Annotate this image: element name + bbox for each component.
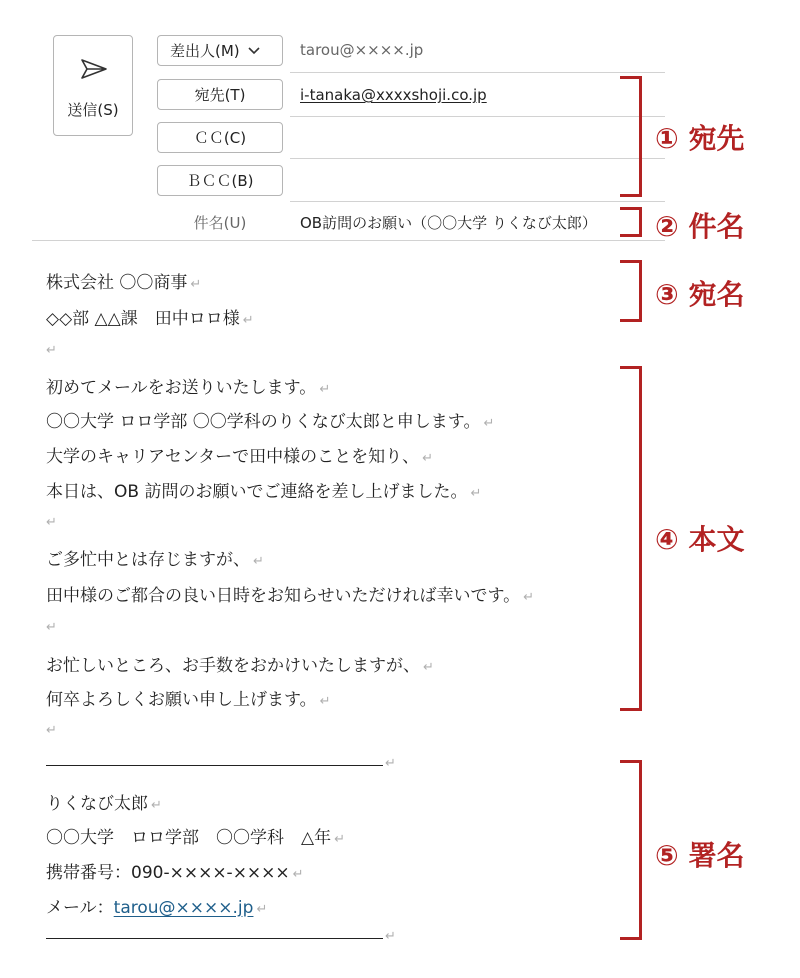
from-button[interactable] [157, 35, 283, 66]
cc-divider [290, 158, 665, 159]
signature-mail-link[interactable]: tarou@××××.jp [113, 898, 254, 918]
bracket-subject [620, 207, 642, 237]
blank-line: ↵ [46, 515, 57, 530]
body-line: 初めてメールをお送りいたします。 ↵ [46, 378, 331, 398]
from-divider [290, 72, 665, 73]
annotation-signature: ⑤ 署名 [655, 839, 745, 872]
chevron-down-icon [248, 47, 260, 55]
send-button[interactable] [53, 35, 133, 136]
blank-line: ↵ [46, 343, 57, 358]
cc-button[interactable] [157, 122, 283, 153]
signature-rule-top [46, 765, 383, 766]
to-field[interactable]: i-tanaka@xxxxshoji.co.jp [300, 86, 487, 104]
cc-button-label: ＣＣ(C) [193, 129, 247, 147]
annotation-addressee: ③ 宛名 [655, 278, 745, 311]
send-button-label: 送信(S) [67, 101, 119, 119]
body-line: 何卒よろしくお願い申し上げます。 ↵ [46, 690, 331, 710]
header-divider [32, 240, 665, 241]
signature-mail: メール：tarou@××××.jp ↵ [46, 898, 268, 918]
subject-label: 件名(U) [193, 214, 247, 232]
blank-line: ↵ [46, 723, 57, 738]
bcc-field[interactable] [300, 165, 660, 196]
to-divider [290, 116, 665, 117]
blank-line: ↵ [46, 620, 57, 635]
addressee-company: 株式会社 〇〇商事 ↵ [46, 273, 202, 293]
return-mark: ↵ [385, 929, 396, 944]
return-mark: ↵ [385, 756, 396, 771]
signature-name: りくなび太郎 ↵ [46, 794, 162, 814]
bcc-button-label: ＢＣＣ(B) [186, 172, 254, 190]
body-line: 本日は、OB 訪問のお願いでご連絡を差し上げました。 ↵ [46, 482, 482, 502]
from-field[interactable]: tarou@××××.jp [300, 41, 424, 59]
bracket-addressee [620, 260, 642, 322]
send-icon [80, 58, 108, 80]
bcc-divider [290, 201, 665, 202]
annotation-body: ④ 本文 [655, 523, 745, 556]
body-line: 田中様のご都合の良い日時をお知らせいただければ幸いです。 ↵ [46, 586, 535, 606]
from-button-label: 差出人(M) [170, 42, 240, 60]
body-line: 〇〇大学 ロロ学部 〇〇学科のりくなび太郎と申します。 ↵ [46, 412, 495, 432]
annotation-subject: ② 件名 [655, 210, 745, 243]
body-line: 大学のキャリアセンターで田中様のことを知り、 ↵ [46, 447, 434, 467]
addressee-person: ◇◇部 △△課 田中ロロ様 ↵ [46, 309, 254, 329]
signature-affiliation: 〇〇大学 ロロ学部 〇〇学科 △年 ↵ [46, 828, 345, 848]
cc-field[interactable] [300, 122, 660, 153]
bracket-body [620, 366, 642, 711]
annotation-recipients: ① 宛先 [655, 122, 745, 155]
bracket-recipients [620, 76, 642, 197]
bcc-button[interactable] [157, 165, 283, 196]
to-button[interactable] [157, 79, 283, 110]
body-line: ご多忙中とは存じますが、 ↵ [46, 550, 264, 570]
bracket-signature [620, 760, 642, 940]
to-button-label: 宛先(T) [194, 86, 246, 104]
body-line: お忙しいところ、お手数をおかけいたしますが、 ↵ [46, 656, 434, 676]
signature-phone: 携帯番号：090-××××-×××× ↵ [46, 863, 304, 883]
subject-field[interactable]: OB訪問のお願い（〇〇大学 りくなび太郎） [300, 214, 597, 232]
signature-rule-bottom [46, 938, 383, 939]
